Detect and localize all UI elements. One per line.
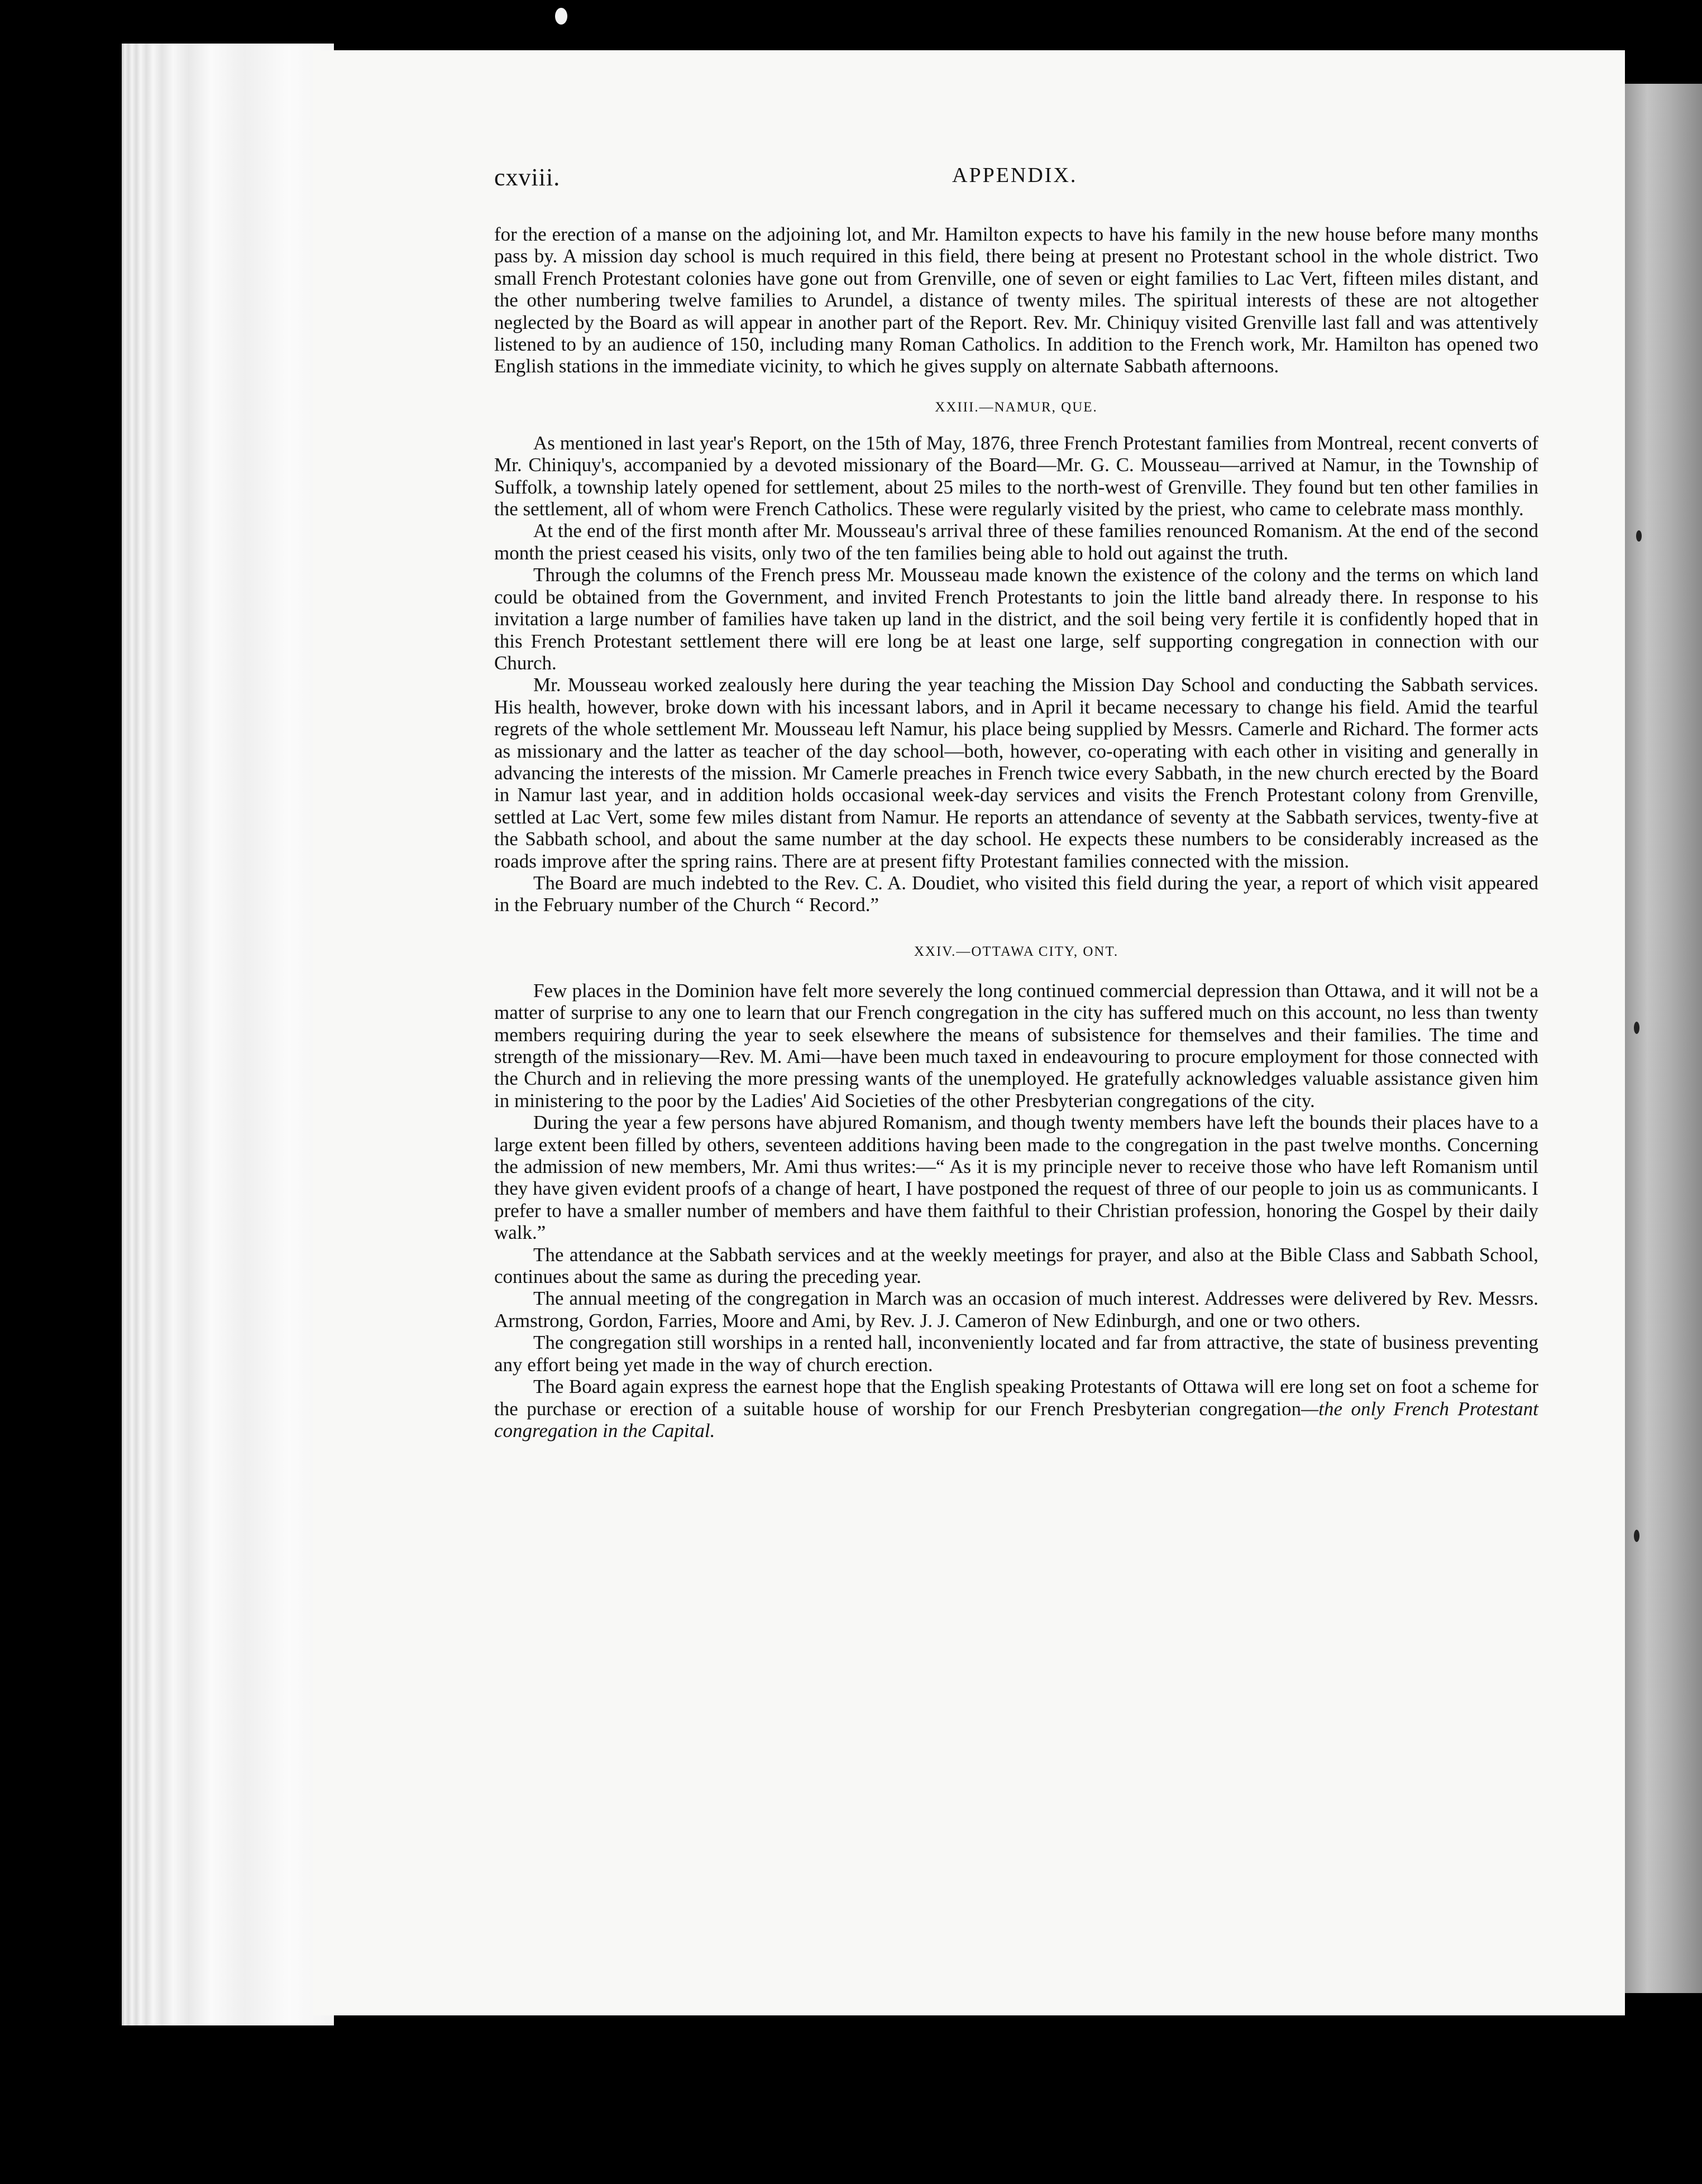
- paragraph: for the erection of a manse on the adjoining lot, and Mr. Hamilton expects to have his family in the new house before many months pass by. A mission day school is much required in this field, there being at present no Protestant school in the whole district. Two small French Protestant colonies have gone out from Grenville, one of seven or eight families to Lac Vert, fifteen miles distant, and the other numbering twelve families to Arundel, a distance of twenty miles. The spiritual interests of these are not altogether neglected by the Board as will appear in another part of the Report. Rev. Mr. Chiniquy visited Grenville last fall and was attentively listened to by an audience of 150, including many Roman Catholics. In addition to the French work, Mr. Hamilton has opened two English stations in the immediate vicinity, to which he gives supply on alternate Sabbath afternoons.: [494, 223, 1538, 377]
- running-head: [494, 163, 1533, 197]
- page-number: cxviii.: [494, 164, 561, 191]
- dust-speck: [1634, 1022, 1639, 1034]
- paragraph: Through the columns of the French press Mr. Mousseau made known the existence of the colony and the terms on which land could be obtained from the Government, and invited French Protestants to join the little band already there. In response to his invitation a large number of families have taken up land in the district, and the soil being very fertile it is confidently hoped that in this French Protestant settlement there will ere long be at least one large, self supporting congregation in connection with our Church.: [494, 564, 1538, 674]
- book-page-edges: [122, 44, 334, 2025]
- dust-speck: [1636, 530, 1642, 542]
- paragraph-text: The Board again express the earnest hope that the English speaking Protestants of Ottawa will ere long set on foot a scheme for the purchase or erection of a suitable house of worship for our French Presbyterian congregation: [494, 1376, 1538, 1420]
- paragraph: The Board are much indebted to the Rev. C. A. Doudiet, who visited this field during the year, a report of which visit appeared in the February number of the Church “ Record.”: [494, 871, 1538, 916]
- section-heading: XXIII.—NAMUR, QUE.: [935, 399, 1098, 415]
- text-column: [494, 223, 1538, 1441]
- paragraph: At the end of the first month after Mr. Mousseau's arrival three of these families renounced Romanism. At the end of the second month the priest ceased his visits, only two of the ten families being able to hold out against the truth.: [494, 520, 1538, 564]
- running-title: APPENDIX.: [952, 164, 1078, 187]
- section-heading: XXIV.—OTTAWA CITY, ONT.: [914, 943, 1119, 959]
- dust-speck: [555, 8, 567, 25]
- paragraph: [494, 1376, 1538, 1441]
- paragraph: The annual meeting of the congregation in March was an occasion of much interest. Addresses were delivered by Rev. Messrs. Armstrong, Gordon, Farries, Moore and Ami, by Rev. J. J. Cameron of New Edinburgh, and one or two others.: [494, 1287, 1538, 1332]
- paragraph: Few places in the Dominion have felt more severely the long continued commercial depression than Ottawa, and it will not be a matter of surprise to any one to learn that our French congregation in the city has suffered much on this account, no less than twenty members requiring during the year to seek elsewhere the means of subsistence for themselves and their families. The time and strength of the missionary—Rev. M. Ami—have been much taxed in endeavouring to procure employment for those connected with the Church and in relieving the more pressing wants of the unemployed. He gratefully acknowledges valuable assistance given him in ministering to the poor by the Ladies' Aid Societies of the other Presbyterian congregations of the city.: [494, 979, 1538, 1112]
- paragraph: Mr. Mousseau worked zealously here during the year teaching the Mission Day School and conducting the Sabbath services. His health, however, broke down with his incessant labors, and in April it became necessary to change his field. Amid the tearful regrets of the whole settlement Mr. Mousseau left Namur, his place being supplied by Messrs. Camerle and Richard. The former acts as missionary and the latter as teacher of the day school—both, however, co-operating with each other in visiting and generally in advancing the interests of the mission. Mr Camerle preaches in French twice every Sabbath, in the new church erected by the Board in Namur last year, and in addition holds occasional week-day services and visits the French Protestant colony from Grenville, settled at Lac Vert, some few miles distant from Namur. He reports an attendance of seventy at the Sabbath services, twenty-five at the Sabbath school, and about the same number at the day school. He expects these numbers to be considerably increased as the roads improve after the spring rains. There are at present fifty Protestant families connected with the mission.: [494, 674, 1538, 872]
- paragraph: The congregation still worships in a rented hall, inconveniently located and far from attractive, the state of business preventing any effort being yet made in the way of church erection.: [494, 1332, 1538, 1376]
- paragraph-emphasis: —the only French Protestant congregation in the Capital.: [494, 1397, 1539, 1441]
- paragraph: As mentioned in last year's Report, on the 15th of May, 1876, three French Protestant families from Montreal, recent converts of Mr. Chiniquy's, accompanied by a devoted missionary of the Board—Mr. G. C. Mousseau—arrived at Namur, in the Township of Suffolk, a township lately opened for settlement, about 25 miles to the north-west of Grenville. They found but ten other families in the settlement, all of whom were French Catholics. These were regularly visited by the priest, who came to celebrate mass monthly.: [494, 432, 1538, 520]
- paragraph: During the year a few persons have abjured Romanism, and though twenty members have left the bounds their places have to a large extent been filled by others, seventeen additions having been made to the congregation in the past twelve months. Concerning the admission of new members, Mr. Ami thus writes:—“ As it is my principle never to receive those who have left Romanism until they have given evident proofs of a change of heart, I have postponed the request of three of our people to join us as communicants. I prefer to have a smaller number of members and have them faithful to their Christian profession, honoring the Gospel by their daily walk.”: [494, 1112, 1538, 1244]
- dust-speck: [1634, 1530, 1639, 1542]
- paragraph: The attendance at the Sabbath services and at the weekly meetings for prayer, and also at the Bible Class and Sabbath School, continues about the same as during the preceding year.: [494, 1243, 1538, 1288]
